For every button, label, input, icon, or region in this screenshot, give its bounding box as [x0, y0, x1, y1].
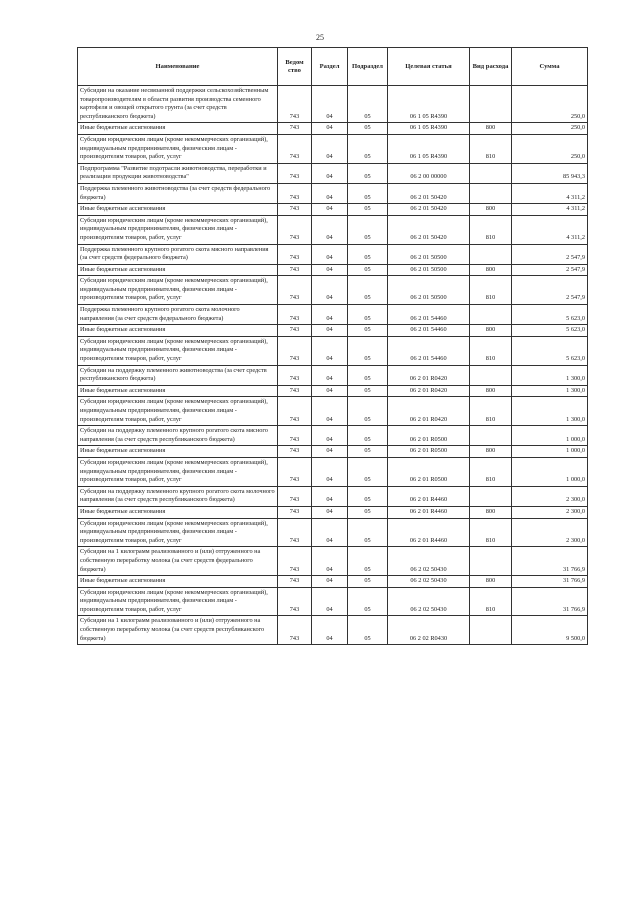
- row-section-cell: 04: [312, 215, 348, 244]
- row-target-cell: 06 2 01 R4460: [388, 486, 470, 506]
- row-target-cell: 06 2 01 50420: [388, 183, 470, 203]
- table-row: [78, 276, 588, 305]
- header-subsection: Подраздел: [348, 48, 388, 86]
- row-dept-cell: 743: [278, 616, 312, 645]
- row-expense-type-cell: 810: [470, 397, 512, 426]
- row-section-cell: 04: [312, 616, 348, 645]
- row-amount-cell: 250,0: [512, 134, 588, 163]
- table-row: [78, 163, 588, 183]
- row-section-cell: 04: [312, 163, 348, 183]
- row-amount-cell: 85 943,3: [512, 163, 588, 183]
- row-amount-cell: 31 766,9: [512, 587, 588, 616]
- row-target-cell: 06 2 01 R4460: [388, 518, 470, 547]
- row-subsection-cell: 05: [348, 385, 388, 397]
- row-amount-cell: 1 300,0: [512, 385, 588, 397]
- row-name-cell: Иные бюджетные ассигнования: [78, 385, 278, 397]
- table-row: [78, 457, 588, 486]
- row-name-cell: Субсидии юридическим лицам (кроме некоммерческих организаций), индивидуальным предпринимателям, физическим лицам - производителям товаров, работ, услуг: [78, 276, 278, 305]
- row-name-cell: Субсидии на поддержку племенного крупного рогатого скота молочного направления (за счет средств республиканского бюджета): [78, 486, 278, 506]
- row-section-cell: 04: [312, 86, 348, 123]
- row-amount-cell: 5 623,0: [512, 305, 588, 325]
- row-section-cell: 04: [312, 134, 348, 163]
- row-subsection-cell: 05: [348, 305, 388, 325]
- header-section: Раздел: [312, 48, 348, 86]
- row-expense-type-cell: 810: [470, 518, 512, 547]
- row-subsection-cell: 05: [348, 244, 388, 264]
- row-dept-cell: 743: [278, 587, 312, 616]
- row-dept-cell: 743: [278, 244, 312, 264]
- row-section-cell: 04: [312, 547, 348, 576]
- table-row: [78, 325, 588, 337]
- row-dept-cell: 743: [278, 547, 312, 576]
- row-target-cell: 06 2 01 R0420: [388, 385, 470, 397]
- row-expense-type-cell: 810: [470, 457, 512, 486]
- table-row: [78, 426, 588, 446]
- row-subsection-cell: 05: [348, 325, 388, 337]
- row-expense-type-cell: 810: [470, 587, 512, 616]
- row-target-cell: 06 2 01 54460: [388, 325, 470, 337]
- row-subsection-cell: 05: [348, 163, 388, 183]
- row-amount-cell: 250,0: [512, 86, 588, 123]
- row-dept-cell: 743: [278, 123, 312, 135]
- row-dept-cell: 743: [278, 183, 312, 203]
- row-name-cell: Субсидии на оказание несвязанной поддержки сельскохозяйственным товаропроизводителям в области развития производства семенного картофеля и овощей открытого грунта (за счет средств республиканского бюджета): [78, 86, 278, 123]
- row-subsection-cell: 05: [348, 486, 388, 506]
- row-subsection-cell: 05: [348, 134, 388, 163]
- row-expense-type-cell: 800: [470, 446, 512, 458]
- row-subsection-cell: 05: [348, 86, 388, 123]
- row-name-cell: Субсидии юридическим лицам (кроме некоммерческих организаций), индивидуальным предпринимателям, физическим лицам - производителям товаров, работ, услуг: [78, 518, 278, 547]
- row-target-cell: 06 2 00 00000: [388, 163, 470, 183]
- row-name-cell: Субсидии юридическим лицам (кроме некоммерческих организаций), индивидуальным предпринимателям, физическим лицам - производителям товаров, работ, услуг: [78, 587, 278, 616]
- row-section-cell: 04: [312, 426, 348, 446]
- row-dept-cell: 743: [278, 276, 312, 305]
- row-name-cell: Подпрограмма "Развитие подотрасли животноводства, переработки и реализации продукции животноводства": [78, 163, 278, 183]
- row-amount-cell: 1 000,0: [512, 457, 588, 486]
- row-section-cell: 04: [312, 204, 348, 216]
- row-dept-cell: 743: [278, 204, 312, 216]
- row-amount-cell: 1 300,0: [512, 397, 588, 426]
- row-name-cell: Поддержка племенного крупного рогатого скота молочного направления (за счет средств федерального бюджета): [78, 305, 278, 325]
- row-name-cell: Субсидии на поддержку племенного животноводства (за счет средств республиканского бюджета): [78, 365, 278, 385]
- row-expense-type-cell: [470, 365, 512, 385]
- table-row: [78, 264, 588, 276]
- row-dept-cell: 743: [278, 426, 312, 446]
- row-dept-cell: 743: [278, 215, 312, 244]
- row-section-cell: 04: [312, 576, 348, 588]
- row-dept-cell: 743: [278, 264, 312, 276]
- table-row: [78, 365, 588, 385]
- row-target-cell: 06 2 01 R0420: [388, 397, 470, 426]
- row-expense-type-cell: 810: [470, 336, 512, 365]
- row-expense-type-cell: 800: [470, 204, 512, 216]
- row-subsection-cell: 05: [348, 365, 388, 385]
- row-subsection-cell: 05: [348, 276, 388, 305]
- header-amount: Сумма: [512, 48, 588, 86]
- row-expense-type-cell: 800: [470, 576, 512, 588]
- row-subsection-cell: 05: [348, 518, 388, 547]
- row-target-cell: 06 1 05 R4390: [388, 134, 470, 163]
- row-subsection-cell: 05: [348, 183, 388, 203]
- table-row: [78, 518, 588, 547]
- row-target-cell: 06 2 01 R0500: [388, 446, 470, 458]
- row-target-cell: 06 2 01 R0500: [388, 457, 470, 486]
- table-row: [78, 587, 588, 616]
- row-target-cell: 06 2 02 50430: [388, 576, 470, 588]
- row-expense-type-cell: [470, 163, 512, 183]
- header-expense-type: Вид расхода: [470, 48, 512, 86]
- row-target-cell: 06 2 01 R0500: [388, 426, 470, 446]
- row-subsection-cell: 05: [348, 457, 388, 486]
- row-name-cell: Иные бюджетные ассигнования: [78, 123, 278, 135]
- row-expense-type-cell: [470, 86, 512, 123]
- row-section-cell: 04: [312, 123, 348, 135]
- row-subsection-cell: 05: [348, 547, 388, 576]
- row-section-cell: 04: [312, 276, 348, 305]
- row-expense-type-cell: [470, 426, 512, 446]
- row-target-cell: 06 1 05 R4390: [388, 123, 470, 135]
- header-name: Наименование: [78, 48, 278, 86]
- row-name-cell: Иные бюджетные ассигнования: [78, 506, 278, 518]
- row-amount-cell: 4 311,2: [512, 204, 588, 216]
- row-target-cell: 06 2 01 50500: [388, 244, 470, 264]
- row-section-cell: 04: [312, 457, 348, 486]
- table-row: [78, 616, 588, 645]
- table-row: [78, 576, 588, 588]
- row-section-cell: 04: [312, 264, 348, 276]
- table-row: [78, 336, 588, 365]
- row-section-cell: 04: [312, 397, 348, 426]
- row-name-cell: Субсидии юридическим лицам (кроме некоммерческих организаций), индивидуальным предпринимателям, физическим лицам - производителям товаров, работ, услуг: [78, 134, 278, 163]
- row-target-cell: 06 2 01 R0420: [388, 365, 470, 385]
- row-section-cell: 04: [312, 587, 348, 616]
- row-amount-cell: 31 766,9: [512, 576, 588, 588]
- row-expense-type-cell: [470, 616, 512, 645]
- table-row: [78, 547, 588, 576]
- row-target-cell: 06 2 01 50420: [388, 204, 470, 216]
- row-section-cell: 04: [312, 446, 348, 458]
- table-row: [78, 244, 588, 264]
- row-dept-cell: 743: [278, 86, 312, 123]
- row-amount-cell: 2 547,9: [512, 244, 588, 264]
- row-section-cell: 04: [312, 244, 348, 264]
- row-dept-cell: 743: [278, 446, 312, 458]
- row-amount-cell: 250,0: [512, 123, 588, 135]
- row-section-cell: 04: [312, 385, 348, 397]
- table-row: [78, 204, 588, 216]
- table-row: [78, 86, 588, 123]
- row-expense-type-cell: 810: [470, 215, 512, 244]
- row-subsection-cell: 05: [348, 506, 388, 518]
- row-target-cell: 06 2 01 R4460: [388, 506, 470, 518]
- table-row: [78, 385, 588, 397]
- row-subsection-cell: 05: [348, 587, 388, 616]
- table-row: [78, 397, 588, 426]
- row-amount-cell: 2 300,0: [512, 506, 588, 518]
- header-dept: Ведом ство: [278, 48, 312, 86]
- row-name-cell: Субсидии юридическим лицам (кроме некоммерческих организаций), индивидуальным предпринимателям, физическим лицам - производителям товаров, работ, услуг: [78, 336, 278, 365]
- row-dept-cell: 743: [278, 134, 312, 163]
- row-subsection-cell: 05: [348, 426, 388, 446]
- table-row: [78, 446, 588, 458]
- row-dept-cell: 743: [278, 457, 312, 486]
- row-name-cell: Иные бюджетные ассигнования: [78, 325, 278, 337]
- row-target-cell: 06 2 02 R0430: [388, 616, 470, 645]
- row-subsection-cell: 05: [348, 397, 388, 426]
- table-row: [78, 123, 588, 135]
- row-subsection-cell: 05: [348, 264, 388, 276]
- row-expense-type-cell: [470, 244, 512, 264]
- row-name-cell: Иные бюджетные ассигнования: [78, 204, 278, 216]
- row-subsection-cell: 05: [348, 336, 388, 365]
- row-target-cell: 06 2 02 50430: [388, 587, 470, 616]
- row-expense-type-cell: 810: [470, 134, 512, 163]
- row-name-cell: Субсидии на 1 килограмм реализованного и (или) отгруженного на собственную переработку молока (за счет средств федерального бюджета): [78, 547, 278, 576]
- row-name-cell: Субсидии юридическим лицам (кроме некоммерческих организаций), индивидуальным предпринимателям, физическим лицам - производителям товаров, работ, услуг: [78, 397, 278, 426]
- table-row: [78, 486, 588, 506]
- row-section-cell: 04: [312, 518, 348, 547]
- row-subsection-cell: 05: [348, 576, 388, 588]
- table-row: [78, 183, 588, 203]
- row-subsection-cell: 05: [348, 123, 388, 135]
- row-dept-cell: 743: [278, 385, 312, 397]
- row-section-cell: 04: [312, 325, 348, 337]
- row-dept-cell: 743: [278, 336, 312, 365]
- row-name-cell: Субсидии на поддержку племенного крупного рогатого скота мясного направления (за счет средств республиканского бюджета): [78, 426, 278, 446]
- row-amount-cell: 1 000,0: [512, 446, 588, 458]
- row-section-cell: 04: [312, 486, 348, 506]
- row-dept-cell: 743: [278, 163, 312, 183]
- row-section-cell: 04: [312, 336, 348, 365]
- row-expense-type-cell: 800: [470, 385, 512, 397]
- row-target-cell: 06 2 01 50500: [388, 264, 470, 276]
- row-amount-cell: 2 300,0: [512, 518, 588, 547]
- row-amount-cell: 31 766,9: [512, 547, 588, 576]
- row-target-cell: 06 2 01 54460: [388, 336, 470, 365]
- header-target: Целевая статья: [388, 48, 470, 86]
- row-dept-cell: 743: [278, 506, 312, 518]
- row-amount-cell: 2 300,0: [512, 486, 588, 506]
- row-target-cell: 06 2 02 50430: [388, 547, 470, 576]
- row-expense-type-cell: 800: [470, 325, 512, 337]
- table-row: [78, 506, 588, 518]
- table-row: [78, 215, 588, 244]
- row-dept-cell: 743: [278, 486, 312, 506]
- row-section-cell: 04: [312, 506, 348, 518]
- row-amount-cell: 2 547,9: [512, 276, 588, 305]
- row-name-cell: Иные бюджетные ассигнования: [78, 446, 278, 458]
- row-expense-type-cell: [470, 547, 512, 576]
- row-name-cell: Субсидии юридическим лицам (кроме некоммерческих организаций), индивидуальным предпринимателям, физическим лицам - производителям товаров, работ, услуг: [78, 457, 278, 486]
- row-amount-cell: 5 623,0: [512, 325, 588, 337]
- row-amount-cell: 5 623,0: [512, 336, 588, 365]
- row-subsection-cell: 05: [348, 616, 388, 645]
- row-section-cell: 04: [312, 183, 348, 203]
- row-name-cell: Субсидии на 1 килограмм реализованного и (или) отгруженного на собственную переработку молока (за счет средств республиканского бюджета): [78, 616, 278, 645]
- row-expense-type-cell: [470, 305, 512, 325]
- table-row: [78, 305, 588, 325]
- row-subsection-cell: 05: [348, 215, 388, 244]
- row-name-cell: Иные бюджетные ассигнования: [78, 264, 278, 276]
- row-section-cell: 04: [312, 365, 348, 385]
- row-dept-cell: 743: [278, 397, 312, 426]
- row-amount-cell: 1 000,0: [512, 426, 588, 446]
- row-expense-type-cell: [470, 486, 512, 506]
- row-section-cell: 04: [312, 305, 348, 325]
- row-target-cell: 06 2 01 54460: [388, 305, 470, 325]
- row-name-cell: Поддержка племенного животноводства (за счет средств федерального бюджета): [78, 183, 278, 203]
- row-expense-type-cell: 800: [470, 123, 512, 135]
- row-subsection-cell: 05: [348, 204, 388, 216]
- table-row: [78, 134, 588, 163]
- row-name-cell: Поддержка племенного крупного рогатого скота мясного направления (за счет средств федерального бюджета): [78, 244, 278, 264]
- row-amount-cell: 4 311,2: [512, 183, 588, 203]
- row-target-cell: 06 2 01 50420: [388, 215, 470, 244]
- row-name-cell: Иные бюджетные ассигнования: [78, 576, 278, 588]
- row-dept-cell: 743: [278, 576, 312, 588]
- row-expense-type-cell: 800: [470, 506, 512, 518]
- row-target-cell: 06 2 01 50500: [388, 276, 470, 305]
- row-dept-cell: 743: [278, 325, 312, 337]
- row-target-cell: 06 1 05 R4390: [388, 86, 470, 123]
- row-dept-cell: 743: [278, 518, 312, 547]
- row-name-cell: Субсидии юридическим лицам (кроме некоммерческих организаций), индивидуальным предпринимателям, физическим лицам - производителям товаров, работ, услуг: [78, 215, 278, 244]
- row-amount-cell: 9 500,0: [512, 616, 588, 645]
- budget-table: [77, 47, 588, 645]
- row-dept-cell: 743: [278, 365, 312, 385]
- row-dept-cell: 743: [278, 305, 312, 325]
- page-number: 25: [316, 33, 324, 42]
- row-expense-type-cell: 800: [470, 264, 512, 276]
- row-subsection-cell: 05: [348, 446, 388, 458]
- row-amount-cell: 1 300,0: [512, 365, 588, 385]
- table-header-row: [78, 48, 588, 86]
- row-expense-type-cell: [470, 183, 512, 203]
- row-expense-type-cell: 810: [470, 276, 512, 305]
- row-amount-cell: 2 547,9: [512, 264, 588, 276]
- row-amount-cell: 4 311,2: [512, 215, 588, 244]
